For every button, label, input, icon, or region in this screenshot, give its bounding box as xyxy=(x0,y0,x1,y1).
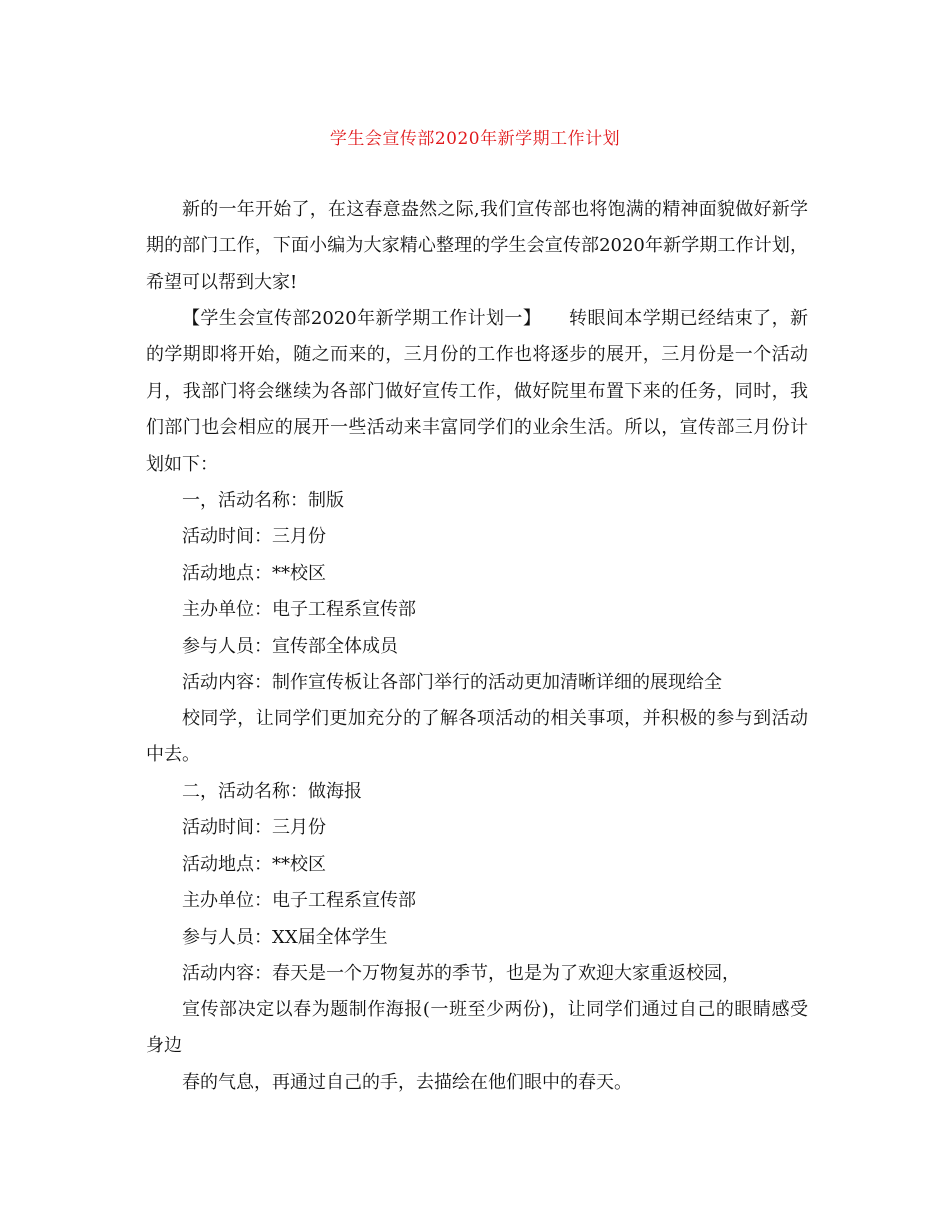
activity-two-time: 活动时间：三月份 xyxy=(182,817,326,838)
document-title: 学生会宣传部2020年新学期工作计划 xyxy=(329,129,621,149)
activity-two-content-line2: 宣传部决定以春为题制作海报(一班至少两份)，让同学们通过自己的眼睛感受身边 xyxy=(146,999,808,1057)
activity-two-name: 二，活动名称：做海报 xyxy=(182,781,362,802)
activity-one-place: 活动地点：**校区 xyxy=(182,563,326,584)
intro-paragraph: 新的一年开始了，在这春意盎然之际,我们宣传部也将饱满的精神面貌做好新学期的部门工作，下面小编为大家精心整理的学生会宣传部2020年新学期工作计划，希望可以帮到大家! xyxy=(146,199,808,293)
activity-two-content-line3: 春的气息，再通过自己的手，去描绘在他们眼中的春天。 xyxy=(182,1072,632,1093)
activity-two-participants: 参与人员：XX届全体学生 xyxy=(182,927,388,948)
plan-one-paragraph: 【学生会宣传部2020年新学期工作计划一】 转眼间本学期已经结束了，新的学期即将开始，随之而来的，三月份的工作也将逐步的展开，三月份是一个活动月，我部门将会继续为各部门做好宣传工作，做好院里布置下来的任务，同时，我们部门也会相应的展开一些活动来丰富同学们的业余生活。所以，宣传部三月份计划如下： xyxy=(146,308,808,475)
activity-one-participants: 参与人员：宣传部全体成员 xyxy=(182,636,398,657)
activity-one-name: 一，活动名称：制版 xyxy=(182,490,344,511)
activity-one-content-line2: 校同学，让同学们更加充分的了解各项活动的相关事项，并积极的参与到活动中去。 xyxy=(146,708,808,766)
activity-one-organizer: 主办单位：电子工程系宣传部 xyxy=(182,599,416,620)
activity-two-organizer: 主办单位：电子工程系宣传部 xyxy=(182,890,416,911)
activity-two-content-line1: 活动内容：春天是一个万物复苏的季节，也是为了欢迎大家重返校园， xyxy=(182,963,740,984)
activity-one-content-line1: 活动内容：制作宣传板让各部门举行的活动更加清晰详细的展现给全 xyxy=(182,672,722,693)
activity-one-time: 活动时间：三月份 xyxy=(182,526,326,547)
activity-two-place: 活动地点：**校区 xyxy=(182,854,326,875)
